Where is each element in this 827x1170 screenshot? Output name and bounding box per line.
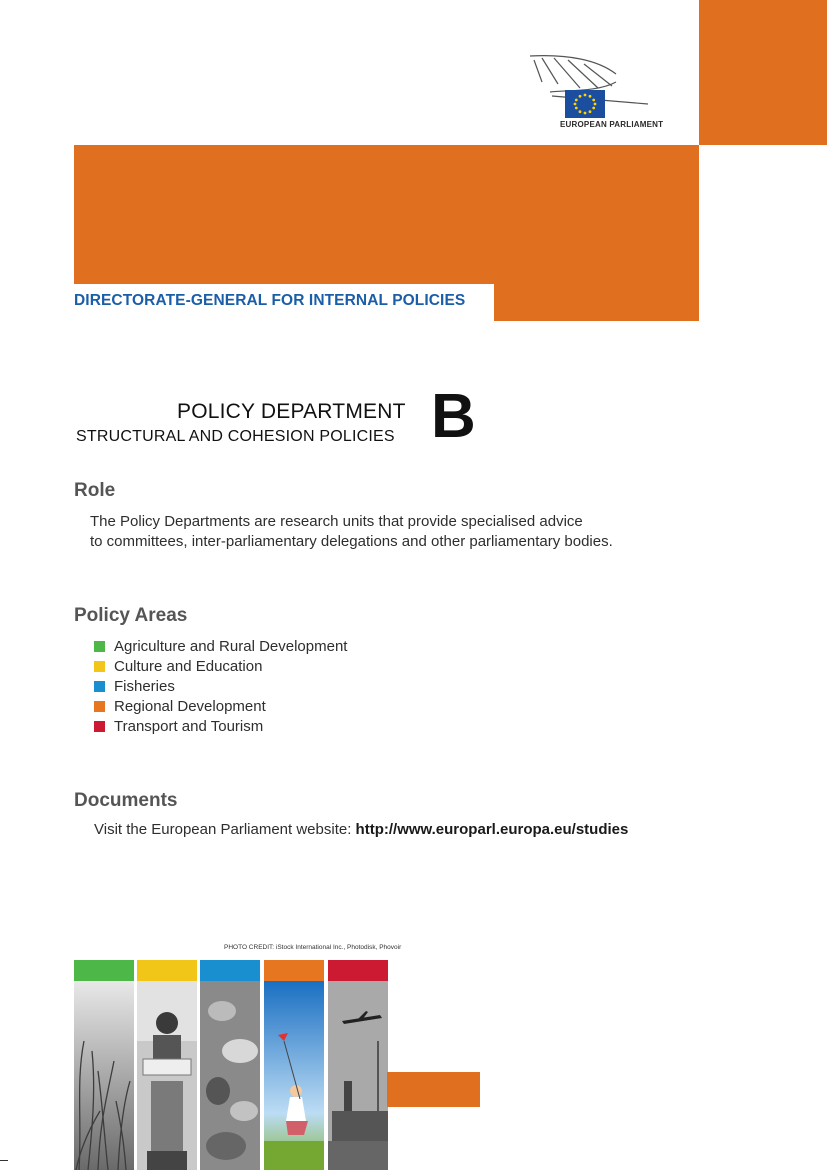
- department-letter: B: [431, 382, 476, 451]
- photo-strip-fisheries: [200, 960, 260, 1170]
- policy-area-label: Culture and Education: [114, 657, 263, 675]
- role-heading: Role: [74, 480, 116, 501]
- photo-strip-agriculture: [74, 960, 134, 1170]
- policy-area-item: [94, 656, 262, 676]
- photo-strip-education: [137, 960, 197, 1170]
- girl-running-photo: [264, 981, 324, 1170]
- policy-area-item: [94, 716, 263, 736]
- color-square-icon: [94, 641, 105, 652]
- strip-color-bar: [200, 960, 260, 981]
- photo-strip-transport: [328, 960, 388, 1170]
- policy-area-label: Fisheries: [114, 677, 175, 695]
- department-subtitle: STRUCTURAL AND COHESION POLICIES: [76, 428, 395, 445]
- studies-link[interactable]: http://www.europarl.europa.eu/studies: [355, 821, 629, 838]
- policy-area-item: [94, 636, 347, 656]
- logo-caption: EUROPEAN PARLIAMENT: [560, 120, 664, 129]
- policy-area-label: Transport and Tourism: [114, 717, 264, 735]
- role-text-line1: The Policy Departments are research units that provide specialised advice: [90, 513, 583, 530]
- strip-color-bar: [264, 960, 324, 981]
- ship-plane-photo: [328, 981, 388, 1170]
- grass-photo: [74, 981, 134, 1170]
- policy-area-item: [94, 676, 175, 696]
- child-reading-photo: [137, 981, 197, 1170]
- bottom-orange-block: [387, 1072, 480, 1107]
- photo-credit: PHOTO CREDIT: iStock International Inc., Photodisk, Phovoir: [224, 944, 402, 951]
- documents-heading: Documents: [74, 790, 178, 811]
- top-right-orange-block: [699, 0, 827, 145]
- directorate-title: DIRECTORATE-GENERAL FOR INTERNAL POLICIES: [74, 292, 466, 309]
- header-orange-band: [74, 145, 699, 284]
- documents-intro: Visit the European Parliament website:: [94, 821, 356, 838]
- role-text-line2: to committees, inter-parliamentary delegations and other parliamentary bodies.: [90, 533, 613, 550]
- color-square-icon: [94, 661, 105, 672]
- documents-text: [94, 820, 628, 840]
- photo-strip-regional: [264, 960, 324, 1170]
- policy-area-item: [94, 696, 266, 716]
- department-title: POLICY DEPARTMENT: [177, 400, 406, 423]
- strip-color-bar: [328, 960, 388, 981]
- fish-photo: [200, 981, 260, 1170]
- strip-color-bar: [137, 960, 197, 981]
- policy-areas-heading: Policy Areas: [74, 605, 188, 626]
- policy-area-label: Agriculture and Rural Development: [114, 637, 348, 655]
- color-square-icon: [94, 701, 105, 712]
- header-orange-tab: [494, 284, 699, 321]
- policy-area-label: Regional Development: [114, 697, 266, 715]
- crop-mark: [0, 1160, 8, 1161]
- strip-color-bar: [74, 960, 134, 981]
- color-square-icon: [94, 681, 105, 692]
- color-square-icon: [94, 721, 105, 732]
